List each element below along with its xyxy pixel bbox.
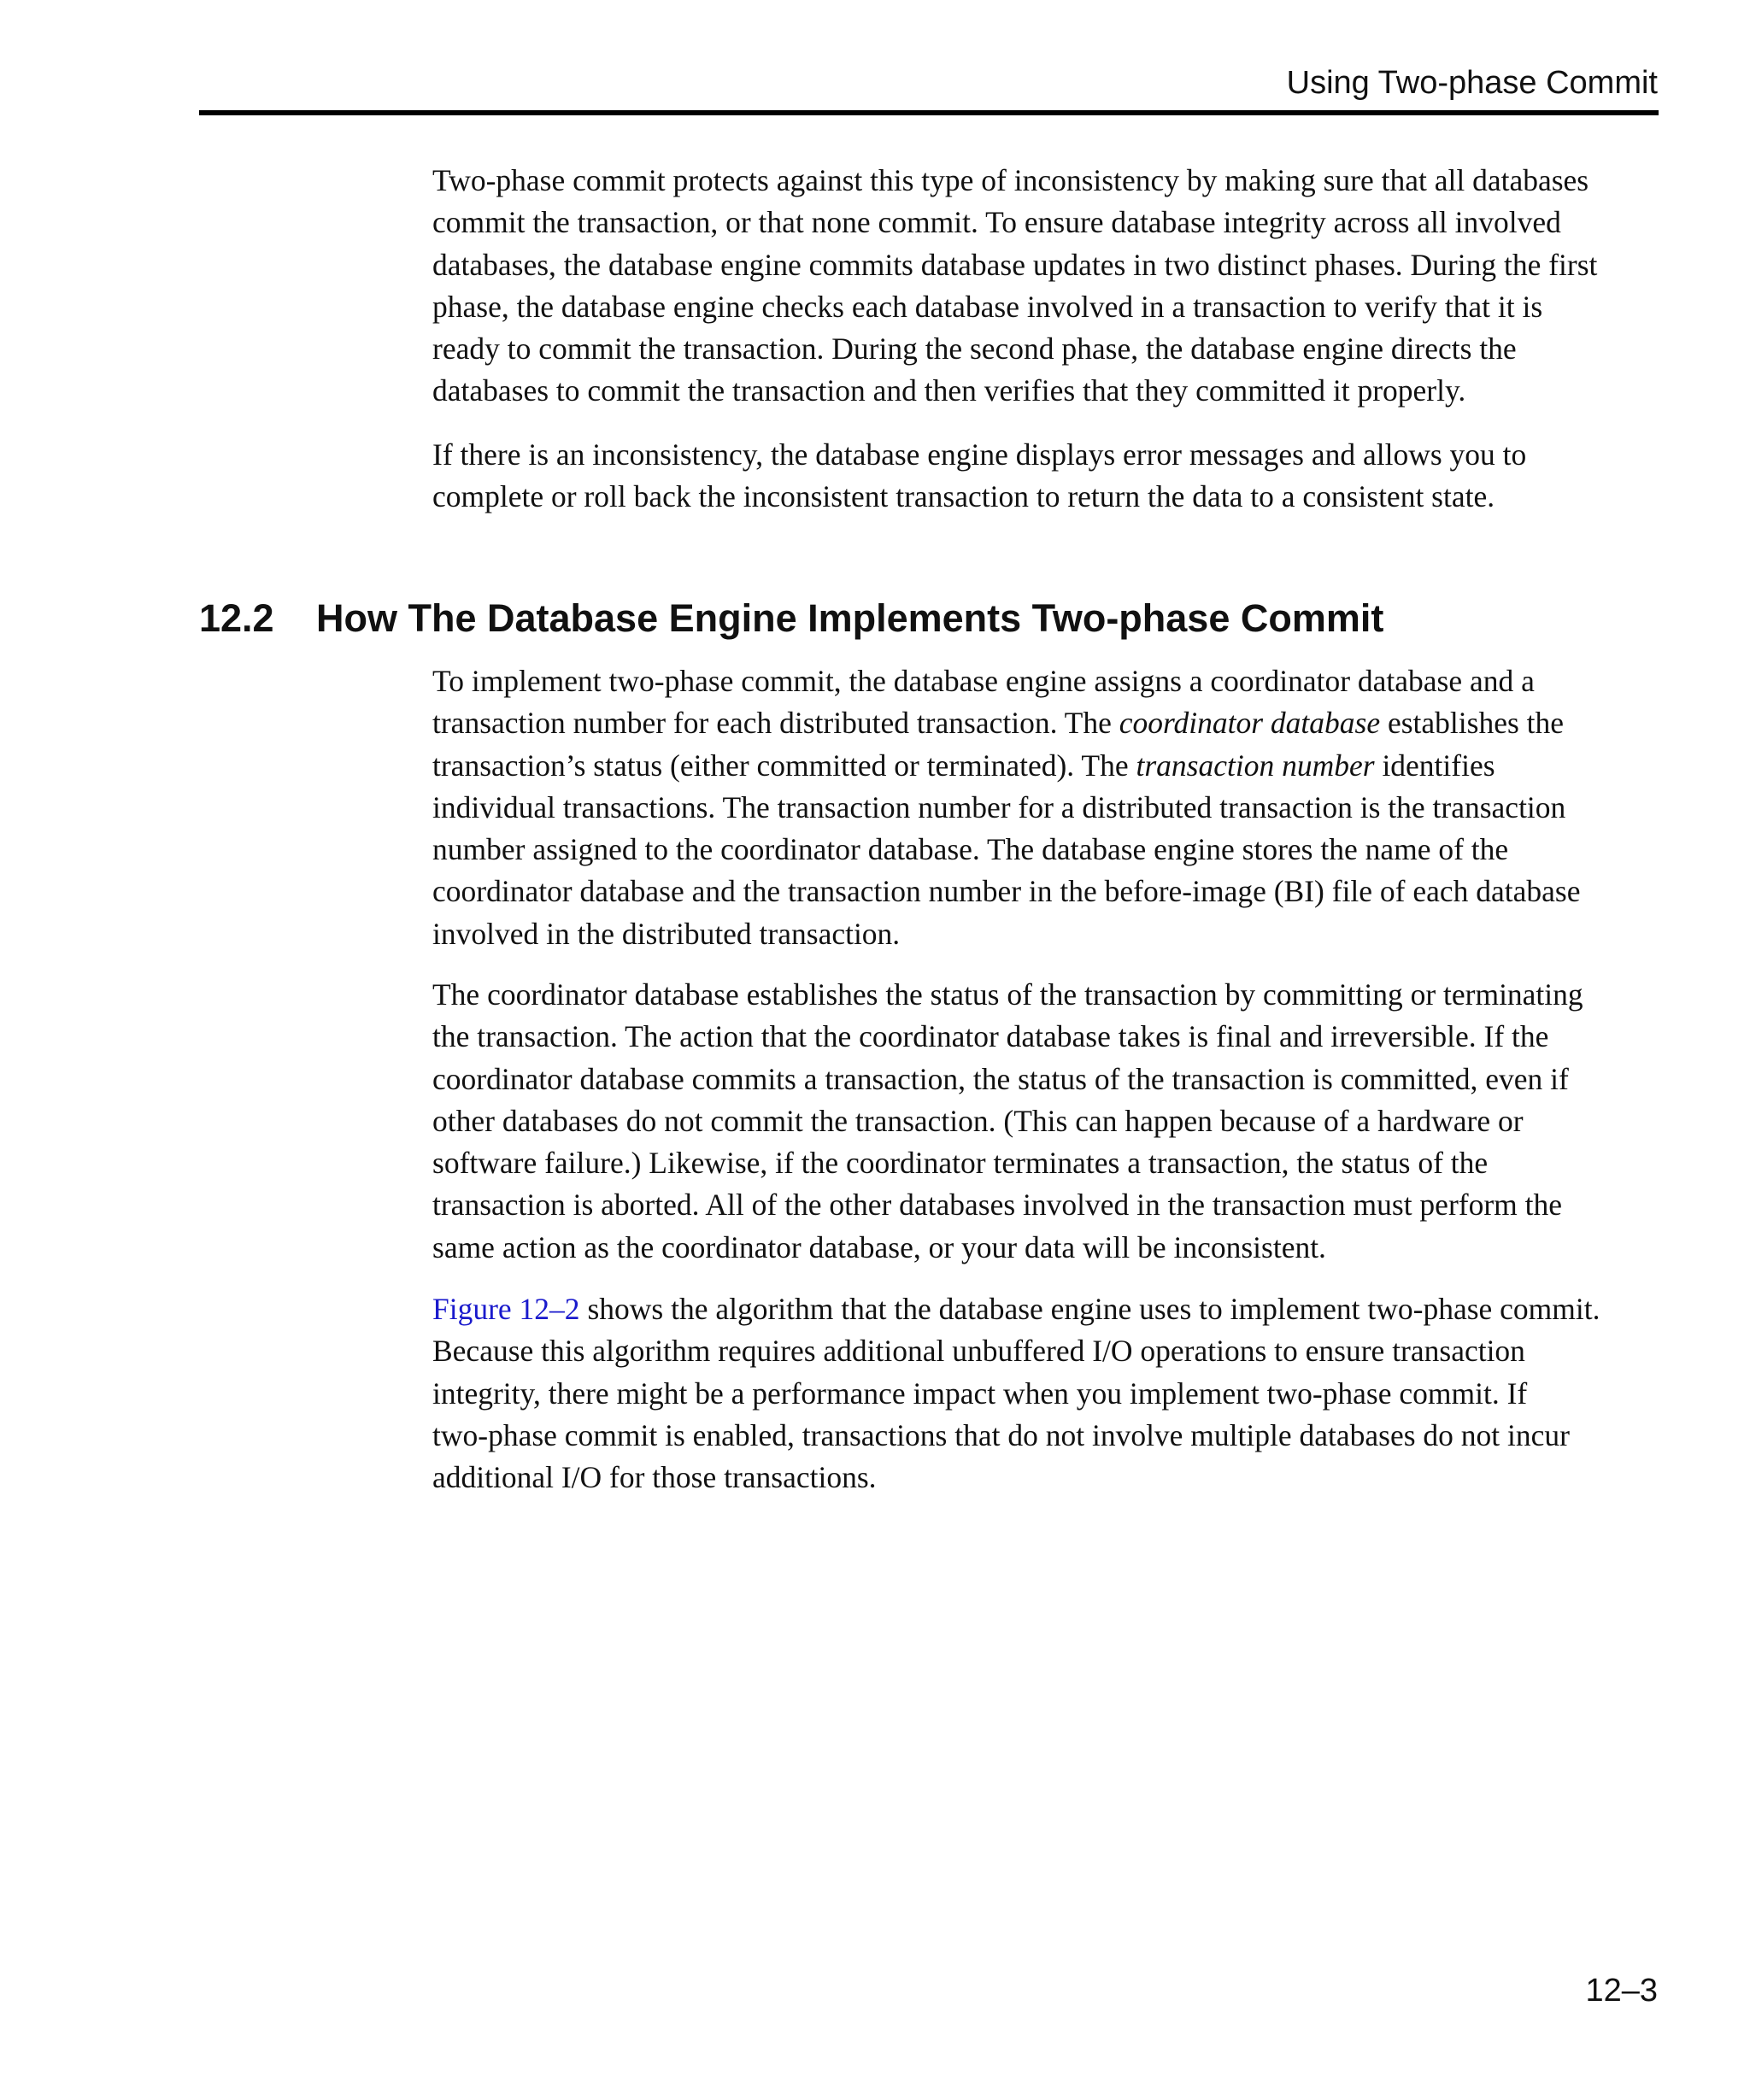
intro-paragraph-1	[432, 160, 1663, 413]
header-rule	[199, 110, 1659, 115]
text-run: transaction number for each distributed transaction. The	[432, 706, 1119, 741]
text-line: ready to commit the transaction. During the second phase, the database engine directs the	[432, 331, 1517, 367]
text-run: transaction’s status (either committed or terminated). The	[432, 748, 1136, 783]
section-paragraph-3	[432, 1288, 1663, 1499]
text-line: other databases do not commit the transaction. (This can happen because of a hardware or	[432, 1103, 1524, 1138]
text-line: the transaction. The action that the coordinator database takes is final and irreversible. If the	[432, 1019, 1549, 1054]
text-line: additional I/O for those transactions.	[432, 1460, 877, 1495]
text-line: phase, the database engine checks each database involved in a transaction to verify that it is	[432, 289, 1543, 324]
text-line: To implement two-phase commit, the database engine assigns a coordinator database and a	[432, 664, 1535, 698]
text-line: transaction is aborted. All of the other databases involved in the transaction must perform the	[432, 1188, 1563, 1223]
term-coordinator-database: coordinator database	[1119, 706, 1381, 741]
text-line: Because this algorithm requires additional unbuffered I/O operations to ensure transaction	[432, 1334, 1525, 1369]
text-line: commit the transaction, or that none commit. To ensure database integrity across all involved	[432, 205, 1561, 240]
text-line: same action as the coordinator database, or your data will be inconsistent.	[432, 1229, 1326, 1264]
text-line	[432, 702, 1663, 744]
intro-paragraph-2	[432, 434, 1663, 519]
text-line: two-phase commit is enabled, transactions that do not involve multiple databases do not incur	[432, 1417, 1570, 1452]
text-run: shows the algorithm that the database engine uses to implement two-phase commit.	[579, 1292, 1600, 1326]
text-line: software failure.) Likewise, if the coordinator terminates a transaction, the status of the	[432, 1146, 1489, 1181]
text-line: coordinator database commits a transaction, the status of the transaction is committed, even if	[432, 1061, 1569, 1096]
text-line: The coordinator database establishes the status of the transaction by committing or terminating	[432, 977, 1583, 1012]
text-line: complete or roll back the inconsistent transaction to return the data to a consistent state.	[432, 479, 1495, 514]
section-title: How The Database Engine Implements Two-phase Commit	[316, 596, 1384, 640]
page-number: 12–3	[1585, 1973, 1658, 2009]
text-line: number assigned to the coordinator database. The database engine stores the name of the	[432, 832, 1509, 867]
section-paragraph-2	[432, 974, 1663, 1269]
text-line: Two-phase commit protects against this type of inconsistency by making sure that all databases	[432, 163, 1589, 197]
text-line	[432, 745, 1663, 787]
text-line: databases, the database engine commits database updates in two distinct phases. During the first	[432, 247, 1598, 282]
text-line: If there is an inconsistency, the database engine displays error messages and allows you to	[432, 437, 1527, 472]
figure-12-2-link[interactable]: Figure 12–2	[432, 1292, 580, 1326]
section-paragraph-1	[432, 660, 1663, 955]
running-header-title: Using Two-phase Commit	[1286, 65, 1658, 101]
text-line: individual transactions. The transaction number for a distributed transaction is the transaction	[432, 789, 1566, 824]
section-number: 12.2	[199, 596, 274, 640]
text-line: integrity, there might be a performance impact when you implement two-phase commit. If	[432, 1376, 1528, 1411]
text-line: involved in the distributed transaction.	[432, 916, 901, 951]
term-transaction-number: transaction number	[1136, 748, 1375, 783]
text-line: databases to commit the transaction and then verifies that they committed it properly.	[432, 373, 1466, 408]
text-line	[432, 1288, 1663, 1330]
text-line: coordinator database and the transaction number in the before-image (BI) file of each database	[432, 874, 1581, 909]
section-heading	[199, 595, 1383, 642]
text-run: identifies	[1374, 748, 1495, 783]
text-run: establishes the	[1380, 706, 1565, 741]
